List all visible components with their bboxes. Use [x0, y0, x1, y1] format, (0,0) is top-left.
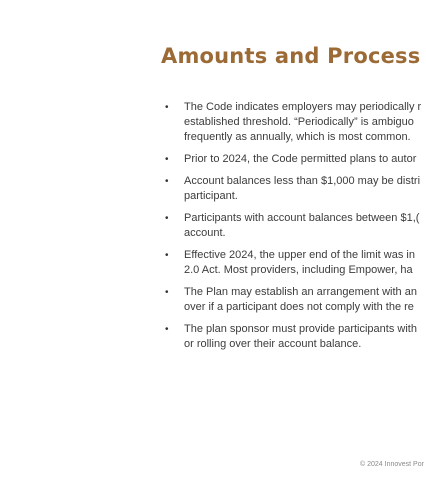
bullet-text: Effective 2024, the upper end of the limit was in 2.0 Act. Most providers, including Empower, ha — [184, 249, 415, 276]
bullet-icon: • — [165, 250, 169, 261]
bullet-icon: • — [165, 324, 169, 335]
bullet-icon: • — [165, 154, 169, 165]
bullet-text: The plan sponsor must provide participants with or rolling over their account balance. — [184, 323, 417, 350]
bullet-text: The Plan may establish an arrangement with an over if a participant does not comply with the re — [184, 286, 417, 313]
bullet-item — [165, 152, 426, 167]
bullet-item — [165, 248, 426, 278]
bullet-item — [165, 285, 426, 315]
bullet-item — [165, 211, 426, 241]
bullet-text: Participants with account balances between $1,( account. — [184, 212, 420, 239]
bullet-text: Account balances less than $1,000 may be distri participant. — [184, 175, 421, 202]
slide-title: Amounts and Process — [161, 44, 421, 68]
bullet-item — [165, 100, 426, 145]
bullet-icon: • — [165, 102, 169, 113]
bullet-icon: • — [165, 213, 169, 224]
bullet-icon: • — [165, 176, 169, 187]
bullet-item — [165, 322, 426, 352]
copyright-footer: © 2024 Innovest Por — [360, 461, 424, 468]
bullet-icon: • — [165, 287, 169, 298]
bullet-item — [165, 174, 426, 204]
bullet-text: The Code indicates employers may periodically r established threshold. “Periodically” is ambiguo frequently as annually, which is most common. — [184, 101, 422, 143]
bullet-text: Prior to 2024, the Code permitted plans to autor — [184, 153, 417, 165]
